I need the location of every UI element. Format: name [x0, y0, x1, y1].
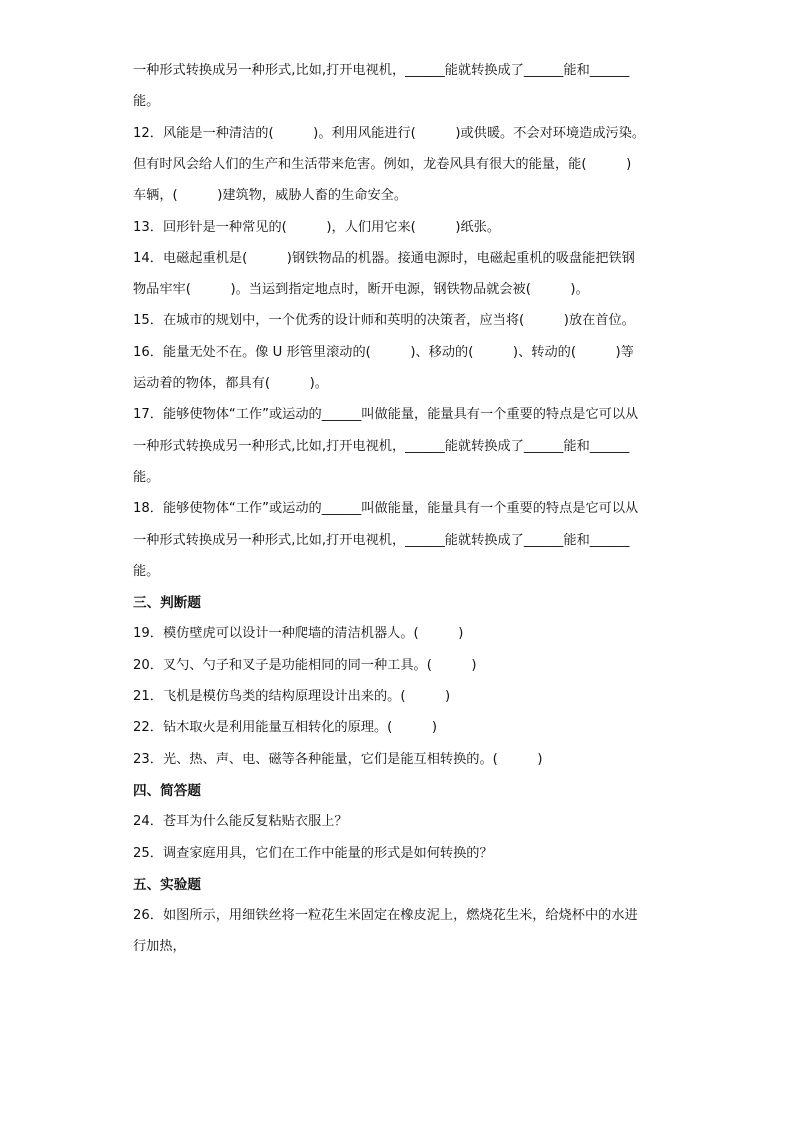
text-line: 一种形式转换成另一种形式,比如,打开电视机，______能就转换成了______能和______ [133, 532, 630, 548]
section-heading: 三、判断题 [133, 595, 201, 612]
text-line: 16．能量无处不在。像 U 形管里滚动的( )、移动的( )、转动的( )等 [133, 344, 634, 360]
text-line: 20．叉勺、勺子和叉子是功能相同的同一种工具。( ) [133, 657, 477, 673]
text-line: 物品牢牢( )。当运到指定地点时，断开电源，钢铁物品就会被( )。 [133, 282, 589, 298]
text-line: 15．在城市的规划中，一个优秀的设计师和英明的决策者，应当将( )放在首位。 [133, 313, 635, 329]
text-line: 运动着的物体，都具有( )。 [133, 376, 328, 391]
text-line: 12．风能是一种清洁的( )。利用风能进行( )或供暖。不会对环境造成污染。 [133, 125, 646, 141]
text-line: 24．苍耳为什么能反复粘贴衣服上？ [133, 814, 348, 830]
text-line: 26．如图所示，用细铁丝将一粒花生米固定在橡皮泥上，燃烧花生米，给烧杯中的水进 [133, 908, 638, 924]
text-line: 19．模仿壁虎可以设计一种爬墙的清洁机器人。( ) [133, 626, 464, 642]
text-line: 但有时风会给人们的生产和生活带来危害。例如，龙卷风具有很大的能量，能( ) [133, 156, 632, 172]
text-line: 一种形式转换成另一种形式,比如,打开电视机，______能就转换成了______能和______ [133, 438, 630, 454]
text-line: 能。 [133, 469, 160, 485]
text-line: 车辆，( )建筑物，威胁人畜的生命安全。 [133, 188, 408, 204]
text-line: 22．钻木取火是利用能量互相转化的原理。( ) [133, 720, 438, 736]
text-line: 行加热， [133, 939, 186, 955]
text-line: 能。 [133, 563, 160, 579]
text-line: 25．调查家庭用具，它们在工作中能量的形式是如何转换的？ [133, 845, 493, 861]
text-line: 21．飞机是模仿鸟类的结构原理设计出来的。( ) [133, 689, 451, 704]
text-line: 18．能够使物体“工作”或运动的______叫做能量，能量具有一个重要的特点是它可以从 [133, 501, 639, 517]
section-heading: 五、实验题 [133, 876, 201, 893]
text-line: 一种形式转换成另一种形式,比如,打开电视机，______能就转换成了______能和______ [133, 63, 630, 78]
text-line: 17．能够使物体“工作”或运动的______叫做能量，能量具有一个重要的特点是它可以从 [133, 407, 639, 423]
text-line: 23．光、热、声、电、磁等各种能量，它们是能互相转换的。( ) [133, 751, 543, 767]
text-line: 14．电磁起重机是( )钢铁物品的机器。接通电源时，电磁起重机的吸盘能把铁钢 [133, 250, 635, 266]
section-heading: 四、简答题 [133, 782, 201, 799]
text-line: 13．回形针是一种常见的( )，人们用它来( )纸张。 [133, 219, 501, 235]
text-line: 能。 [133, 94, 160, 110]
